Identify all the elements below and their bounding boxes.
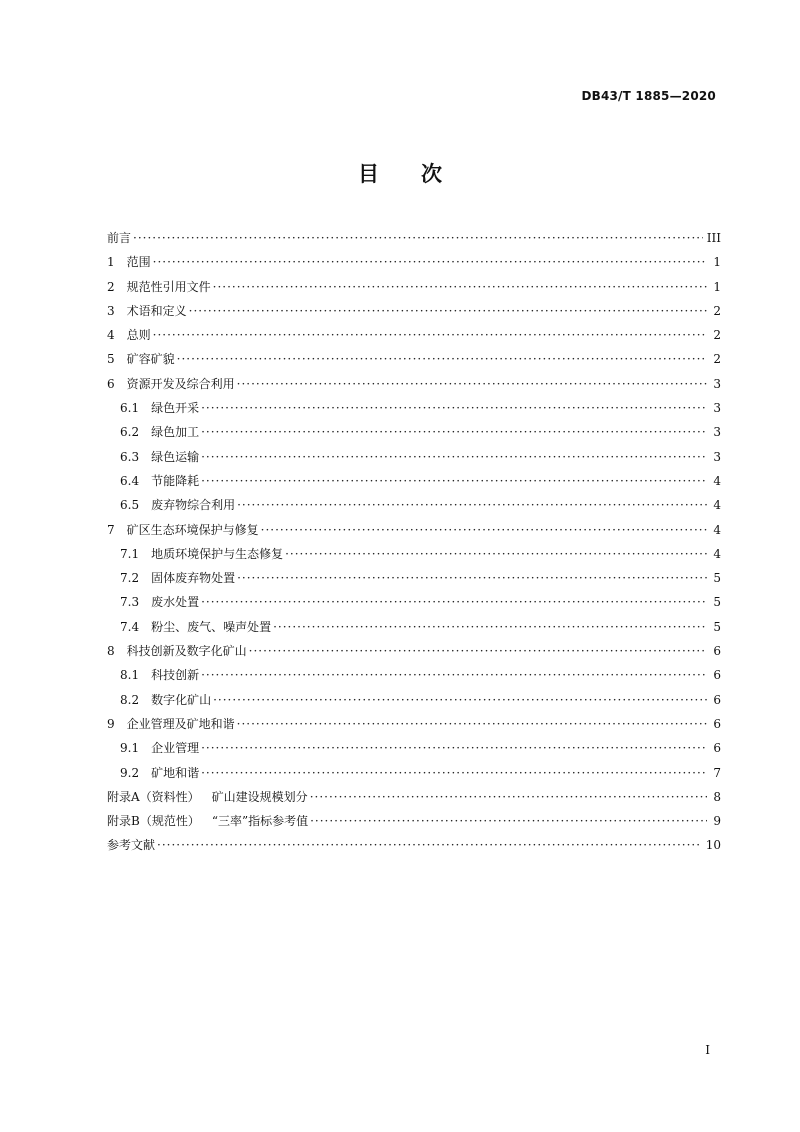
toc-entry-label: 矿区生态环境保护与修复 bbox=[126, 522, 259, 537]
toc-entry-page: 9 bbox=[713, 814, 721, 829]
toc-entry-label: “三率”指标参考值 bbox=[211, 814, 309, 829]
toc-entry[interactable] bbox=[107, 299, 721, 323]
toc-entry[interactable] bbox=[107, 493, 721, 517]
toc-entry-page: 3 bbox=[713, 425, 721, 440]
toc-entry-page: 7 bbox=[713, 765, 721, 780]
toc-entry-page: 4 bbox=[713, 546, 721, 561]
toc-entry-label: 绿色加工 bbox=[151, 425, 200, 440]
toc-entry-page: 1 bbox=[713, 279, 721, 294]
toc-entry-page: 6 bbox=[713, 668, 721, 683]
toc-entry-number: 8.1 bbox=[120, 668, 140, 683]
toc-entry-number: 6.3 bbox=[120, 449, 140, 464]
toc-entry[interactable] bbox=[107, 809, 721, 833]
toc-leader-dots bbox=[201, 663, 707, 687]
toc-entry[interactable] bbox=[107, 275, 721, 299]
toc-leader-dots bbox=[201, 736, 707, 760]
toc-entry-page: 2 bbox=[713, 352, 721, 367]
toc-entry[interactable] bbox=[107, 785, 721, 809]
toc-entry-number: 5 bbox=[107, 352, 115, 367]
toc-entry-label: 矿山建设规模划分 bbox=[211, 789, 308, 804]
toc-entry-label: 绿色运输 bbox=[151, 449, 200, 464]
toc-leader-dots bbox=[133, 226, 703, 250]
toc-entry-number: 7.1 bbox=[120, 546, 140, 561]
toc-entry-label: 地质环境保护与生态修复 bbox=[151, 546, 284, 561]
toc-entry-label: 术语和定义 bbox=[126, 303, 187, 318]
toc-entry[interactable] bbox=[107, 420, 721, 444]
document-code: DB43/T 1885—2020 bbox=[581, 89, 716, 103]
toc-entry[interactable] bbox=[107, 250, 721, 274]
toc-entry-number: 8.2 bbox=[120, 692, 140, 707]
toc-entry[interactable] bbox=[107, 445, 721, 469]
toc-leader-dots bbox=[213, 688, 707, 712]
toc-entry-page: 4 bbox=[713, 522, 721, 537]
toc-entry[interactable] bbox=[107, 712, 721, 736]
toc-leader-dots bbox=[201, 761, 707, 785]
toc-entry-number: 6.5 bbox=[120, 498, 140, 513]
toc-entry-number: 9.2 bbox=[120, 765, 140, 780]
toc-entry-number: 9.1 bbox=[120, 741, 140, 756]
toc-entry[interactable] bbox=[107, 347, 721, 371]
toc-entry-label: 参考文献 bbox=[107, 838, 156, 853]
toc-entry-page: 6 bbox=[713, 741, 721, 756]
toc-entry-label: 绿色开采 bbox=[151, 401, 200, 416]
toc-entry-page: 2 bbox=[713, 328, 721, 343]
toc-leader-dots bbox=[157, 833, 702, 857]
toc-entry[interactable] bbox=[107, 590, 721, 614]
toc-leader-dots bbox=[153, 323, 707, 347]
toc-leader-dots bbox=[177, 347, 707, 371]
toc-entry-number: 6.1 bbox=[120, 401, 140, 416]
toc-leader-dots bbox=[285, 542, 707, 566]
toc-entry-number: 8 bbox=[107, 644, 115, 659]
toc-entry-label: 数字化矿山 bbox=[151, 692, 212, 707]
toc-entry-number: 2 bbox=[107, 279, 115, 294]
toc-entry[interactable] bbox=[107, 761, 721, 785]
toc-entry-page: 6 bbox=[713, 716, 721, 731]
toc-leader-dots bbox=[201, 469, 707, 493]
toc-leader-dots bbox=[201, 420, 707, 444]
toc-entry[interactable] bbox=[107, 833, 721, 857]
toc-entry[interactable] bbox=[107, 372, 721, 396]
toc-entry-label: 资源开发及综合利用 bbox=[126, 376, 235, 391]
toc-entry-label: 科技创新 bbox=[151, 668, 200, 683]
toc-entry-page: 5 bbox=[713, 595, 721, 610]
title-char-2: 次 bbox=[421, 162, 442, 186]
toc-entry-page: 1 bbox=[713, 255, 721, 270]
toc-entry-page: 3 bbox=[713, 376, 721, 391]
toc-leader-dots bbox=[237, 712, 707, 736]
toc-leader-dots bbox=[310, 809, 707, 833]
toc-entry-page: 3 bbox=[713, 401, 721, 416]
table-of-contents bbox=[107, 226, 721, 858]
toc-entry-page: 3 bbox=[713, 449, 721, 464]
toc-leader-dots bbox=[310, 785, 707, 809]
toc-entry-number: 附录A（资料性） bbox=[107, 789, 200, 804]
toc-leader-dots bbox=[201, 445, 707, 469]
toc-entry[interactable] bbox=[107, 639, 721, 663]
toc-entry-number: 7 bbox=[107, 522, 115, 537]
toc-entry-number: 4 bbox=[107, 328, 115, 343]
toc-entry-number: 6.2 bbox=[120, 425, 140, 440]
toc-entry-label: 矿容矿貌 bbox=[126, 352, 175, 367]
toc-entry[interactable] bbox=[107, 663, 721, 687]
toc-entry-number: 1 bbox=[107, 255, 115, 270]
toc-entry-number: 7.4 bbox=[120, 619, 140, 634]
toc-leader-dots bbox=[273, 615, 707, 639]
toc-entry[interactable] bbox=[107, 566, 721, 590]
toc-entry[interactable] bbox=[107, 226, 721, 250]
toc-leader-dots bbox=[201, 396, 707, 420]
toc-entry-number: 9 bbox=[107, 716, 115, 731]
toc-entry-page: 4 bbox=[713, 498, 721, 513]
toc-entry-number: 7.2 bbox=[120, 571, 140, 586]
toc-leader-dots bbox=[189, 299, 707, 323]
toc-entry-number: 7.3 bbox=[120, 595, 140, 610]
toc-entry[interactable] bbox=[107, 736, 721, 760]
toc-leader-dots bbox=[237, 493, 707, 517]
toc-entry-label: 企业管理及矿地和谐 bbox=[126, 716, 235, 731]
toc-leader-dots bbox=[249, 639, 707, 663]
toc-entry-number: 6.4 bbox=[120, 473, 140, 488]
toc-leader-dots bbox=[153, 250, 707, 274]
toc-entry-label: 矿地和谐 bbox=[151, 765, 200, 780]
toc-entry[interactable] bbox=[107, 615, 721, 639]
toc-leader-dots bbox=[261, 518, 707, 542]
toc-entry-number: 附录B（规范性） bbox=[107, 814, 200, 829]
toc-leader-dots bbox=[237, 566, 707, 590]
toc-entry-label: 总则 bbox=[126, 328, 151, 343]
toc-entry-label: 规范性引用文件 bbox=[126, 279, 211, 294]
toc-entry-label: 废水处置 bbox=[151, 595, 200, 610]
toc-entry-page: III bbox=[706, 231, 721, 245]
toc-entry-label: 前言 bbox=[107, 231, 132, 245]
toc-entry-page: 6 bbox=[713, 644, 721, 659]
title-char-1: 目 bbox=[358, 162, 379, 186]
toc-entry-label: 节能降耗 bbox=[151, 473, 200, 488]
toc-entry-page: 4 bbox=[713, 473, 721, 488]
toc-entry-page: 5 bbox=[713, 619, 721, 634]
toc-leader-dots bbox=[237, 372, 707, 396]
toc-entry[interactable] bbox=[107, 542, 721, 566]
toc-entry-label: 固体废弃物处置 bbox=[151, 571, 236, 586]
toc-entry[interactable] bbox=[107, 396, 721, 420]
toc-entry-label: 范围 bbox=[126, 255, 151, 270]
toc-leader-dots bbox=[201, 590, 707, 614]
toc-entry-label: 企业管理 bbox=[151, 741, 200, 756]
toc-entry[interactable] bbox=[107, 688, 721, 712]
toc-leader-dots bbox=[213, 275, 707, 299]
toc-entry-label: 废弃物综合利用 bbox=[151, 498, 236, 513]
toc-entry[interactable] bbox=[107, 518, 721, 542]
toc-entry-page: 6 bbox=[713, 692, 721, 707]
toc-entry-page: 8 bbox=[713, 789, 721, 804]
toc-entry-page: 5 bbox=[713, 571, 721, 586]
toc-entry-number: 6 bbox=[107, 376, 115, 391]
page-title bbox=[0, 158, 800, 188]
toc-entry-label: 粉尘、废气、噪声处置 bbox=[151, 619, 272, 634]
toc-entry-page: 10 bbox=[705, 838, 721, 853]
toc-entry-label: 科技创新及数字化矿山 bbox=[126, 644, 247, 659]
toc-entry-page: 2 bbox=[713, 303, 721, 318]
toc-entry[interactable] bbox=[107, 469, 721, 493]
footer-page-number: I bbox=[705, 1043, 710, 1057]
toc-entry-number: 3 bbox=[107, 303, 115, 318]
toc-entry[interactable] bbox=[107, 323, 721, 347]
